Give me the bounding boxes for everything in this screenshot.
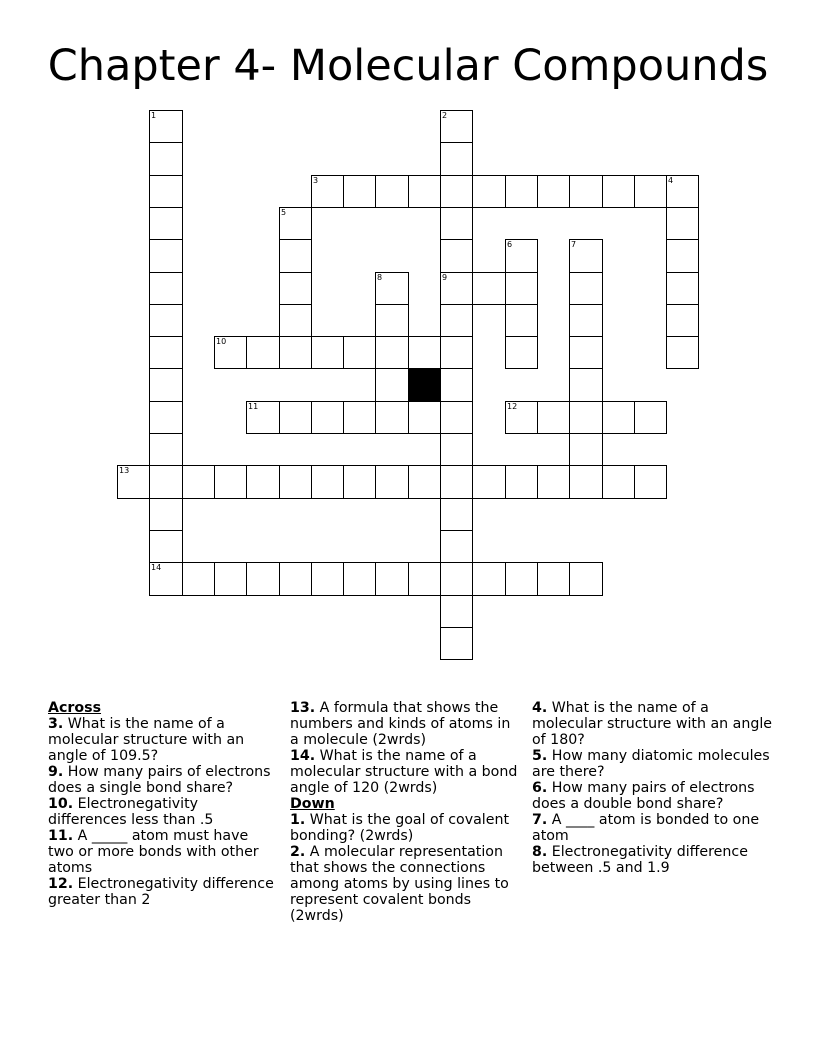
clue-number: 4 bbox=[668, 176, 674, 185]
grid-cell[interactable] bbox=[279, 401, 312, 434]
grid-cell[interactable] bbox=[375, 336, 409, 369]
grid-cell[interactable] bbox=[537, 465, 570, 499]
clue-number: 1. bbox=[290, 812, 306, 828]
grid-cell[interactable] bbox=[279, 272, 312, 305]
grid-cell[interactable] bbox=[569, 562, 603, 596]
grid-cell[interactable] bbox=[279, 207, 312, 240]
grid-cell[interactable] bbox=[279, 336, 312, 369]
grid-cell[interactable] bbox=[634, 401, 667, 434]
grid-cell[interactable] bbox=[408, 562, 441, 596]
grid-cell[interactable] bbox=[440, 627, 473, 660]
grid-cell[interactable] bbox=[440, 239, 473, 273]
grid-cell[interactable] bbox=[440, 433, 473, 466]
grid-cell[interactable] bbox=[149, 530, 183, 563]
clue-text: Electronegativity difference between .5 and 1.9 bbox=[532, 844, 748, 876]
clue-number: 2 bbox=[442, 111, 448, 120]
grid-cell[interactable] bbox=[569, 368, 603, 402]
grid-cell[interactable] bbox=[343, 562, 376, 596]
grid-cell[interactable] bbox=[279, 465, 312, 499]
grid-cell[interactable] bbox=[408, 465, 441, 499]
clue bbox=[290, 700, 520, 748]
grid-cell[interactable] bbox=[440, 142, 473, 176]
grid-cell[interactable] bbox=[440, 368, 473, 402]
clue bbox=[48, 876, 276, 908]
clue bbox=[290, 748, 520, 796]
clue-number: 8. bbox=[532, 844, 548, 860]
grid-cell[interactable] bbox=[505, 336, 538, 369]
clue-text: Electronegativity difference greater than 2 bbox=[48, 876, 274, 908]
clues-column-1 bbox=[48, 700, 276, 908]
grid-cell[interactable] bbox=[569, 272, 603, 305]
clue-text: A ____ atom is bonded to one atom bbox=[532, 812, 760, 844]
grid-cell[interactable] bbox=[440, 304, 473, 337]
clue-number: 3 bbox=[313, 176, 319, 185]
page-title: Chapter 4- Molecular Compounds bbox=[47, 41, 769, 91]
grid-cell[interactable] bbox=[666, 304, 699, 337]
grid-cell[interactable] bbox=[343, 401, 376, 434]
clue bbox=[48, 828, 276, 876]
grid-cell[interactable] bbox=[569, 239, 603, 273]
clue-number: 12 bbox=[507, 402, 518, 411]
clue-text: Electronegativity differences less than .5 bbox=[48, 796, 214, 828]
clue-number: 11 bbox=[248, 402, 259, 411]
grid-cell[interactable] bbox=[343, 336, 376, 369]
clue-number: 12. bbox=[48, 876, 74, 892]
grid-cell[interactable] bbox=[569, 433, 603, 466]
grid-cell[interactable] bbox=[246, 465, 280, 499]
clue-number: 11. bbox=[48, 828, 74, 844]
grid-cell[interactable] bbox=[472, 272, 506, 305]
grid-cell[interactable] bbox=[537, 562, 570, 596]
grid-cell[interactable] bbox=[149, 239, 183, 273]
grid-cell[interactable] bbox=[408, 401, 441, 434]
clue-text: How many pairs of electrons does a double bond share? bbox=[532, 780, 755, 812]
grid-cell[interactable] bbox=[149, 272, 183, 305]
clue bbox=[532, 844, 772, 876]
grid-cell[interactable] bbox=[279, 562, 312, 596]
clue-number: 8 bbox=[377, 273, 383, 282]
clue-number: 3. bbox=[48, 716, 64, 732]
clue-number: 7 bbox=[571, 240, 577, 249]
grid-cell[interactable] bbox=[149, 465, 183, 499]
grid-cell[interactable] bbox=[117, 465, 150, 499]
grid-cell[interactable] bbox=[246, 562, 280, 596]
grid-cell[interactable] bbox=[214, 562, 247, 596]
grid-cell[interactable] bbox=[149, 142, 183, 176]
clue-number: 7. bbox=[532, 812, 548, 828]
grid-cell[interactable] bbox=[149, 304, 183, 337]
grid-cell[interactable] bbox=[569, 465, 603, 499]
grid-cell[interactable] bbox=[505, 401, 538, 434]
grid-cell[interactable] bbox=[375, 175, 409, 208]
grid-cell[interactable] bbox=[279, 304, 312, 337]
down-heading: Down bbox=[290, 796, 335, 812]
grid-cell[interactable] bbox=[214, 336, 247, 369]
clue-text: What is the name of a molecular structure with an angle of 180? bbox=[532, 700, 773, 748]
clue bbox=[532, 748, 772, 780]
clue-number: 4. bbox=[532, 700, 548, 716]
grid-cell[interactable] bbox=[311, 175, 344, 208]
clue-number: 13 bbox=[119, 466, 130, 475]
clue-number: 9 bbox=[442, 273, 448, 282]
grid-cell[interactable] bbox=[246, 401, 280, 434]
grid-cell[interactable] bbox=[182, 562, 215, 596]
grid-cell[interactable] bbox=[440, 498, 473, 531]
clue-number: 14 bbox=[151, 563, 162, 572]
clue bbox=[290, 812, 520, 844]
clue-number: 5. bbox=[532, 748, 548, 764]
clue-number: 10 bbox=[216, 337, 227, 346]
clue-text: How many diatomic molecules are there? bbox=[532, 748, 770, 780]
black-square bbox=[408, 368, 441, 402]
grid-cell[interactable] bbox=[440, 272, 473, 305]
clue-number: 14. bbox=[290, 748, 316, 764]
grid-cell[interactable] bbox=[537, 175, 570, 208]
grid-cell[interactable] bbox=[149, 433, 183, 466]
grid-cell[interactable] bbox=[569, 336, 603, 369]
grid-cell[interactable] bbox=[634, 465, 667, 499]
grid-cell[interactable] bbox=[149, 110, 183, 143]
grid-cell[interactable] bbox=[246, 336, 280, 369]
grid-cell[interactable] bbox=[182, 465, 215, 499]
grid-cell[interactable] bbox=[602, 401, 635, 434]
grid-cell[interactable] bbox=[505, 239, 538, 273]
clue-number: 1 bbox=[151, 111, 157, 120]
clue-text: A molecular representation that shows the connections among atoms by using lines to represent covalent bonds (2wrds) bbox=[290, 844, 509, 924]
grid-cell[interactable] bbox=[602, 175, 635, 208]
grid-cell[interactable] bbox=[472, 465, 506, 499]
grid-cell[interactable] bbox=[666, 175, 699, 208]
grid-cell[interactable] bbox=[149, 175, 183, 208]
clue bbox=[532, 812, 772, 844]
grid-cell[interactable] bbox=[311, 465, 344, 499]
grid-cell[interactable] bbox=[472, 562, 506, 596]
clue bbox=[48, 764, 276, 796]
grid-cell[interactable] bbox=[408, 336, 441, 369]
grid-cell[interactable] bbox=[343, 175, 376, 208]
clues-column-3 bbox=[532, 700, 772, 876]
clue-text: A formula that shows the numbers and kinds of atoms in a molecule (2wrds) bbox=[290, 700, 511, 748]
clue-number: 9. bbox=[48, 764, 64, 780]
grid-cell[interactable] bbox=[505, 465, 538, 499]
clue-number: 6. bbox=[532, 780, 548, 796]
grid-cell[interactable] bbox=[634, 175, 667, 208]
grid-cell[interactable] bbox=[505, 175, 538, 208]
grid-cell[interactable] bbox=[666, 336, 699, 369]
clue bbox=[532, 700, 772, 748]
grid-cell[interactable] bbox=[440, 465, 473, 499]
clue-number: 6 bbox=[507, 240, 513, 249]
grid-cell[interactable] bbox=[505, 304, 538, 337]
grid-cell[interactable] bbox=[505, 562, 538, 596]
grid-cell[interactable] bbox=[375, 401, 409, 434]
grid-cell[interactable] bbox=[505, 272, 538, 305]
grid-cell[interactable] bbox=[537, 401, 570, 434]
clues-column-2 bbox=[290, 700, 520, 924]
grid-cell[interactable] bbox=[666, 207, 699, 240]
clue-text: What is the goal of covalent bonding? (2wrds) bbox=[290, 812, 510, 844]
clue bbox=[48, 796, 276, 828]
clue-text: A _____ atom must have two or more bonds with other atoms bbox=[48, 828, 259, 876]
grid-cell[interactable] bbox=[149, 401, 183, 434]
clue-number: 5 bbox=[281, 208, 287, 217]
grid-cell[interactable] bbox=[440, 336, 473, 369]
grid-cell[interactable] bbox=[279, 239, 312, 273]
across-heading: Across bbox=[48, 700, 102, 716]
grid-cell[interactable] bbox=[440, 110, 473, 143]
grid-cell[interactable] bbox=[440, 401, 473, 434]
grid-cell[interactable] bbox=[375, 368, 409, 402]
grid-cell[interactable] bbox=[311, 401, 344, 434]
clue bbox=[48, 716, 276, 764]
grid-cell[interactable] bbox=[375, 272, 409, 305]
grid-cell[interactable] bbox=[311, 562, 344, 596]
grid-cell[interactable] bbox=[440, 595, 473, 628]
grid-cell[interactable] bbox=[375, 304, 409, 337]
grid-cell[interactable] bbox=[408, 175, 441, 208]
clue-text: How many pairs of electrons does a single bond share? bbox=[48, 764, 271, 796]
clue bbox=[290, 844, 520, 924]
grid-cell[interactable] bbox=[569, 304, 603, 337]
clue bbox=[532, 780, 772, 812]
grid-cell[interactable] bbox=[666, 272, 699, 305]
clue-text: What is the name of a molecular structure with an angle of 109.5? bbox=[48, 716, 245, 764]
grid-cell[interactable] bbox=[440, 175, 473, 208]
grid-cell[interactable] bbox=[149, 207, 183, 240]
grid-cell[interactable] bbox=[149, 562, 183, 596]
grid-cell[interactable] bbox=[569, 175, 603, 208]
grid-cell[interactable] bbox=[149, 336, 183, 369]
grid-cell[interactable] bbox=[343, 465, 376, 499]
grid-cell[interactable] bbox=[440, 562, 473, 596]
grid-cell[interactable] bbox=[375, 465, 409, 499]
grid-cell[interactable] bbox=[440, 530, 473, 563]
clue-number: 10. bbox=[48, 796, 74, 812]
grid-cell[interactable] bbox=[214, 465, 247, 499]
grid-cell[interactable] bbox=[149, 368, 183, 402]
grid-cell[interactable] bbox=[375, 562, 409, 596]
grid-cell[interactable] bbox=[472, 175, 506, 208]
clue-text: What is the name of a molecular structure with a bond angle of 120 (2wrds) bbox=[290, 748, 518, 796]
clue-number: 13. bbox=[290, 700, 316, 716]
grid-cell[interactable] bbox=[602, 465, 635, 499]
clue-number: 2. bbox=[290, 844, 306, 860]
grid-cell[interactable] bbox=[311, 336, 344, 369]
grid-cell[interactable] bbox=[440, 207, 473, 240]
grid-cell[interactable] bbox=[569, 401, 603, 434]
grid-cell[interactable] bbox=[149, 498, 183, 531]
grid-cell[interactable] bbox=[666, 239, 699, 273]
